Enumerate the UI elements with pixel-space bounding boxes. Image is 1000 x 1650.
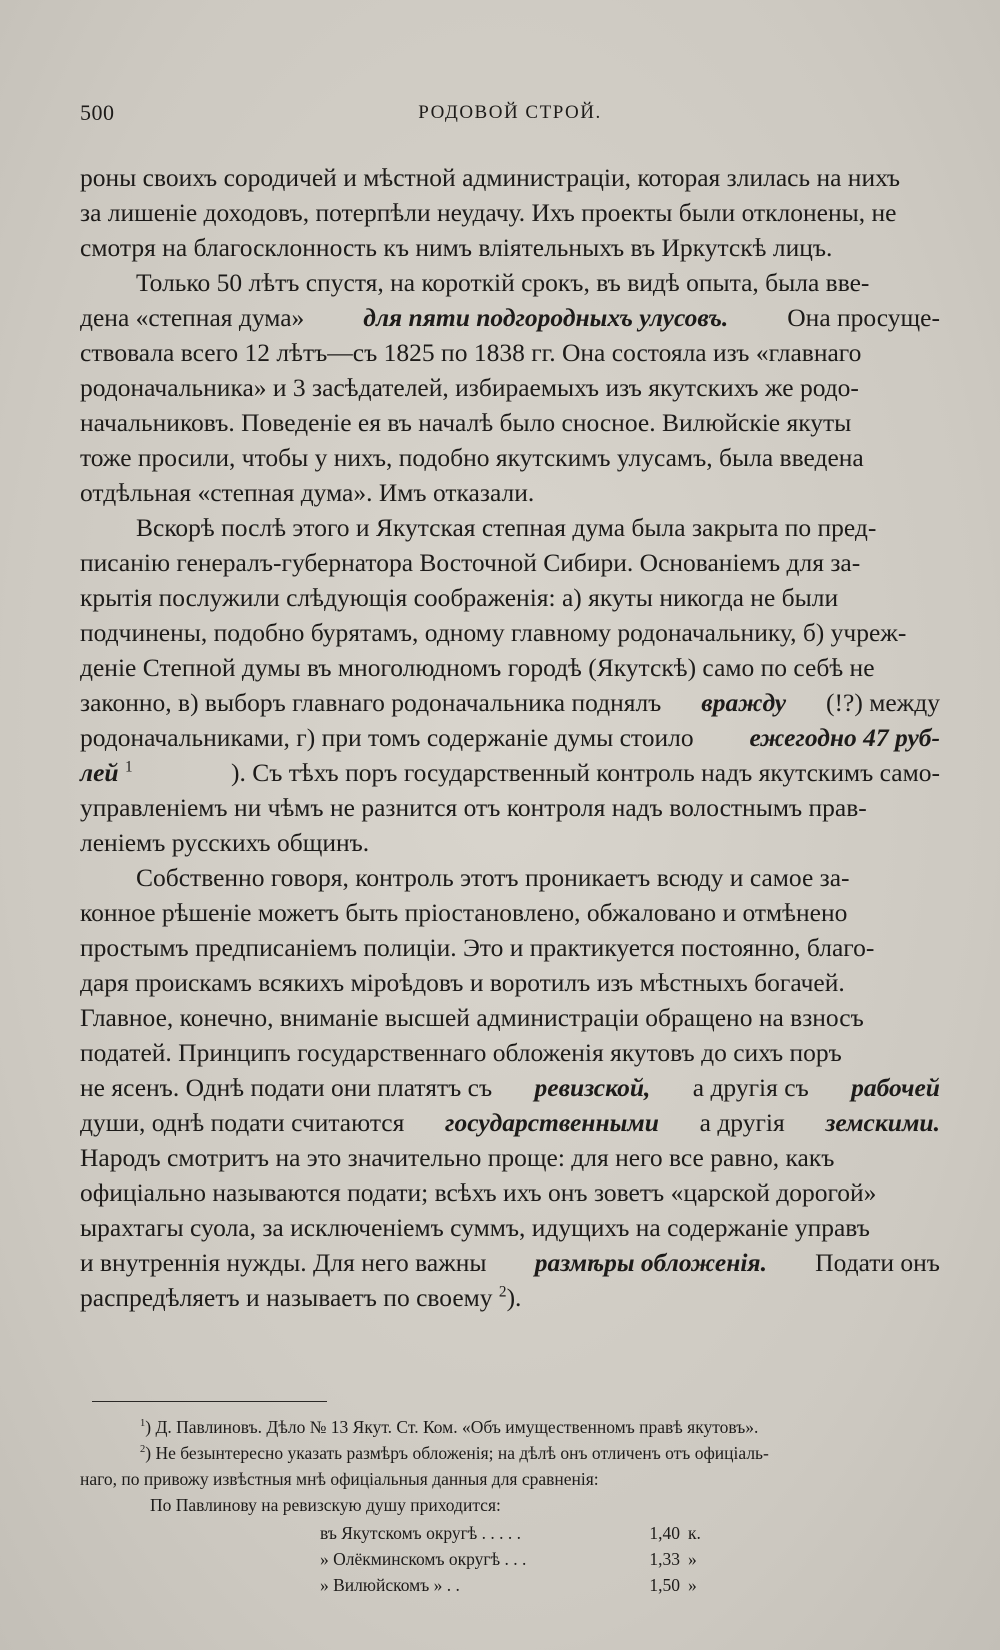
text-line: лей $^1$ ). Съ тѣхъ поръ государственный контроль надъ якутскимъ само- [80, 758, 940, 787]
text-line: законно, в) выборъ главнаго родоначальника поднялъ вражду (!?) между [80, 685, 940, 720]
table-row: » Олёкминскомъ округѣ . . . 1,33 » [320, 1549, 697, 1569]
text-line: офицiально называются подати; всѣхъ ихъ онъ зоветъ «царской дорогой» [80, 1178, 877, 1207]
text-line: распредѣляетъ и называетъ по своему $^2$). [80, 1283, 522, 1312]
emphasis-text: размѣры обложенiя. [534, 1248, 767, 1277]
footnote-2-cont: наго, по привожу извѣстныя мнѣ офицiальныя данныя для сравненiя: [80, 1469, 599, 1489]
text-line: Народъ смотритъ на это значительно проще: для него все равно, какъ [80, 1143, 835, 1172]
running-title: РОДОВОЙ СТРОЙ. [418, 102, 602, 123]
emphasis-text: лей [80, 758, 119, 787]
text-line: не ясенъ. Однѣ подати они платятъ съ ревизской, а другiя съ рабочей [80, 1070, 940, 1105]
footnote-1: $^1$) Д. Павлиновъ. Дѣло № 13 Якут. Ст. Ком. «Объ имущественномъ правѣ якутовъ». [140, 1417, 759, 1437]
emphasis-text: государственными [445, 1108, 659, 1137]
footnote-ref: 1 [124, 758, 133, 776]
emphasis-text: вражду [701, 688, 787, 717]
text-line: управленiемъ ни чѣмъ не разнится отъ контроля надъ волостнымъ прав- [80, 793, 867, 822]
text-line: начальниковъ. Поведенiе ея въ началѣ было сносное. Вилюйскiе якуты [80, 408, 852, 437]
text-line: ствовала всего 12 лѣтъ—съ 1825 по 1838 гг. Она состояла изъ «главнаго [80, 338, 862, 367]
emphasis-text: ежегодно 47 руб- [749, 723, 940, 752]
footnote-separator [92, 1401, 327, 1402]
text-line: дена «степная дума» для пяти подгородныхъ улусовъ. Она просуще- [80, 300, 940, 335]
text-line: податей. Принципъ государственнаго обложенiя якутовъ до сихъ поръ [80, 1038, 842, 1067]
text-line: ленiемъ русскихъ общинъ. [80, 828, 370, 857]
main-text [80, 160, 940, 1315]
text-line: писанiю генералъ-губернатора Восточной Сибири. Основанiемъ для за- [80, 548, 861, 577]
text-line: отдѣльная «степная дума». Имъ отказали. [80, 478, 535, 507]
footnote-2: $^2$) Не безынтересно указать размѣръ обложенiя; на дѣлѣ онъ отличенъ отъ офицiаль- [140, 1443, 769, 1463]
text-line: подчинены, подобно бурятамъ, одному главному родоначальнику, б) учреж- [80, 618, 907, 647]
paragraph-start: Только 50 лѣтъ спустя, на короткiй срокъ, въ видѣ опыта, была вве- [136, 268, 870, 297]
text-line: ырахтагы суола, за исключенiемъ суммъ, идущихъ на содержанiе управъ [80, 1213, 870, 1242]
text-line: Главное, конечно, вниманiе высшей администрацiи обращено на взносъ [80, 1003, 864, 1032]
text-line: и внутреннiя нужды. Для него важны размѣры обложенiя. Подати онъ [80, 1245, 940, 1280]
text-line: конное рѣшенiе можетъ быть прiостановлено, обжаловано и отмѣнено [80, 898, 848, 927]
tax-table [320, 1520, 940, 1598]
text-line: родоначальниками, г) при томъ содержанiе думы стоило ежегодно 47 руб- [80, 720, 940, 755]
emphasis-text: ревизской, [534, 1073, 651, 1102]
text-line: тоже просили, чтобы у нихъ, подобно якутскимъ улусамъ, была введена [80, 443, 864, 472]
footnote-ref: 2 [498, 1283, 507, 1301]
footnotes [80, 1414, 940, 1598]
emphasis-text: рабочей [851, 1073, 940, 1102]
text-line: даря проискамъ всякихъ мiроѣдовъ и воротилъ изъ мѣстныхъ богачей. [80, 968, 845, 997]
text-line: родоначальника» и 3 засѣдателей, избираемыхъ изъ якутскихъ же родо- [80, 373, 859, 402]
paragraph-start: Собственно говоря, контроль этотъ проникаетъ всюду и самое за- [136, 863, 850, 892]
text-line: роны своихъ сородичей и мѣстной администрацiи, которая злилась на нихъ [80, 163, 901, 192]
text-line: крытiя послужили слѣдующiя соображенiя: а) якуты никогда не были [80, 583, 839, 612]
emphasis-text: земскими. [825, 1108, 940, 1137]
text-line: души, однѣ подати считаются государственными а другiя земскими. [80, 1105, 940, 1140]
emphasis-text: для пяти подгородныхъ улусовъ. [363, 303, 729, 332]
page-number: 500 [80, 100, 115, 125]
page-header [80, 100, 940, 136]
text-line: за лишенiе доходовъ, потерпѣли неудачу. Ихъ проекты были отклонены, не [80, 198, 897, 227]
text-line: смотря на благосклонность къ нимъ влiятельныхъ въ Иркутскѣ лицъ. [80, 233, 833, 262]
text-line: денiе Степной думы въ многолюдномъ городѣ (Якутскѣ) само по себѣ не [80, 653, 875, 682]
paragraph-start: Вскорѣ послѣ этого и Якутская степная дума была закрыта по пред- [136, 513, 877, 542]
footnote-2-table-caption: По Павлинову на ревизскую душу приходится: [150, 1495, 501, 1515]
table-row: » Вилюйскомъ » . . 1,50 » [320, 1575, 697, 1595]
text-line: простымъ предписанiемъ полицiи. Это и практикуется постоянно, благо- [80, 933, 875, 962]
table-row: въ Якутскомъ округѣ . . . . . 1,40 к. [320, 1523, 701, 1543]
